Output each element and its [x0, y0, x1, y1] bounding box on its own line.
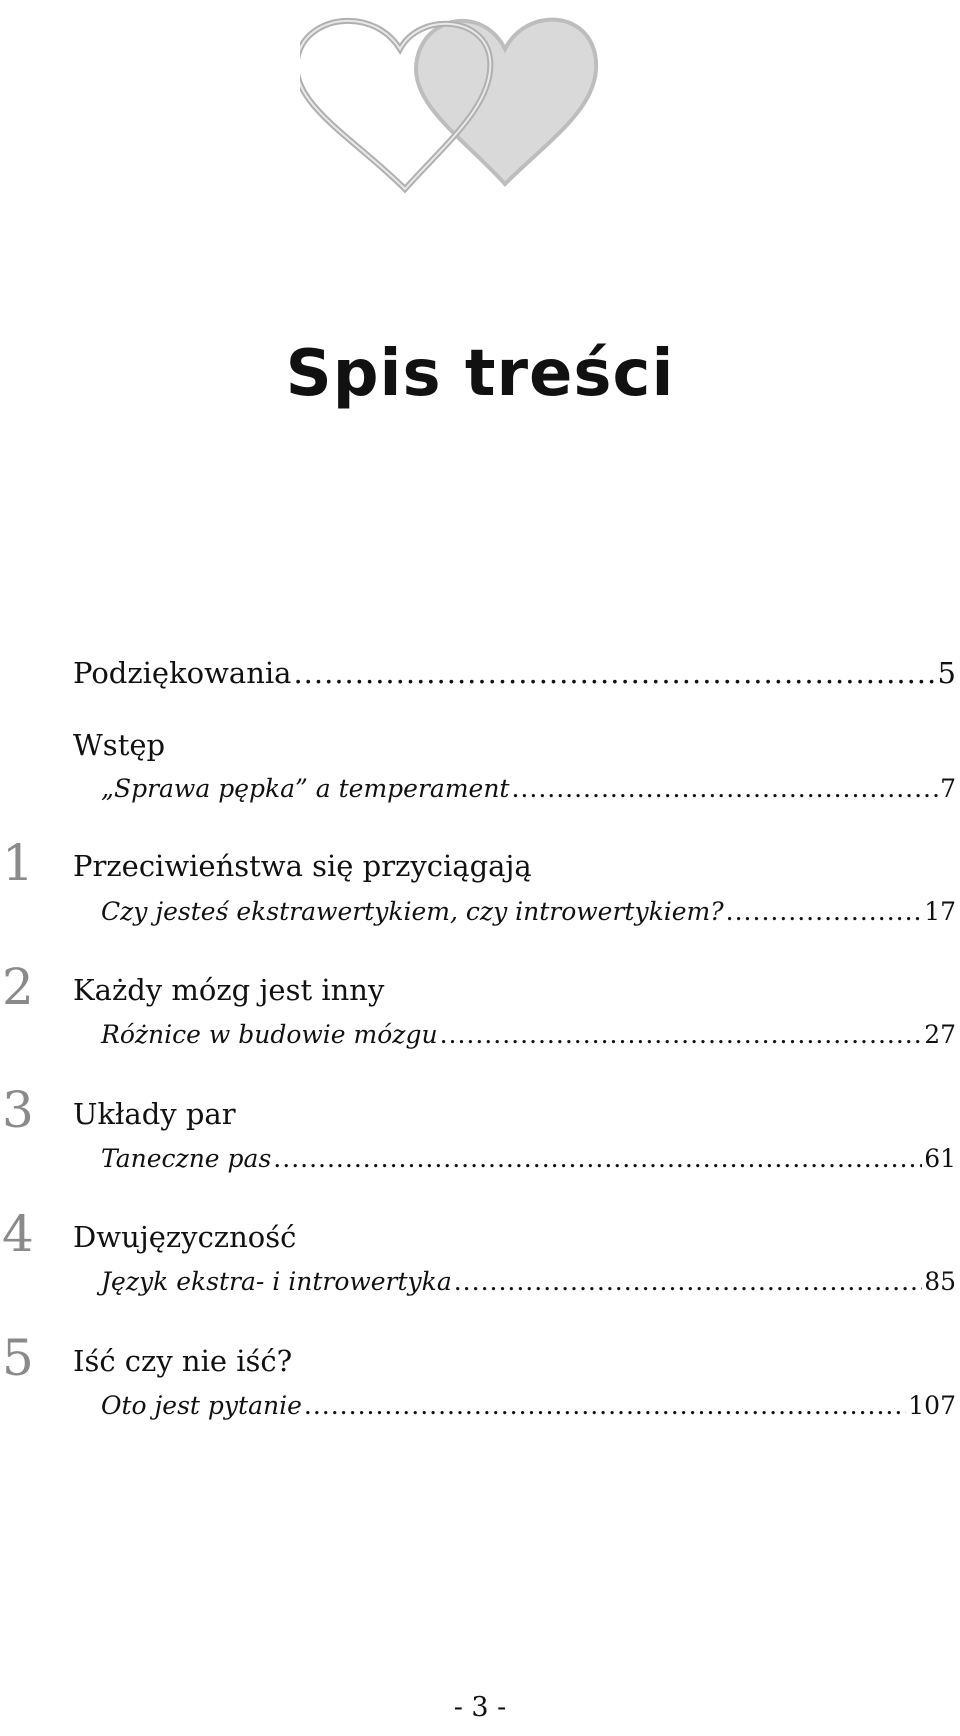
- toc-entry-page: 107: [908, 1391, 956, 1420]
- dot-leader: [273, 1142, 922, 1176]
- toc-entry-title: Podziękowania: [73, 656, 292, 690]
- toc-chapter-heading: Przeciwieństwa się przyciągają: [73, 849, 532, 883]
- chapter-number: 3: [2, 1081, 34, 1139]
- toc-chapter-heading: Iść czy nie iść?: [73, 1344, 293, 1378]
- toc-entry-introduction-heading: Wstęp: [73, 728, 166, 762]
- toc-entry-subtitle: Czy jesteś ekstrawertykiem, czy introwertykiem?: [101, 897, 724, 926]
- toc-chapter-1[interactable]: [101, 895, 956, 929]
- page-title: Spis treści: [285, 337, 675, 411]
- toc-chapter-heading: Każdy mózg jest inny: [73, 973, 385, 1007]
- chapter-number: 5: [2, 1329, 34, 1387]
- dot-leader: [304, 1389, 906, 1423]
- toc-entry-page: 5: [937, 656, 956, 690]
- toc-entry-subtitle: Różnice w budowie mózgu: [101, 1020, 438, 1049]
- toc-entry-page: 17: [924, 897, 956, 926]
- toc-entry-introduction[interactable]: [101, 772, 956, 806]
- toc-entry-subtitle: Język ekstra- i introwertyka: [101, 1267, 452, 1296]
- dot-leader: [440, 1018, 923, 1052]
- dot-leader: [454, 1265, 922, 1299]
- dot-leader: [511, 772, 938, 806]
- toc-entry-subtitle: Oto jest pytanie: [101, 1391, 302, 1420]
- toc-entry-page: 7: [940, 774, 956, 803]
- toc-entry-page: 85: [924, 1267, 956, 1296]
- toc-chapter-heading: Dwujęzyczność: [73, 1220, 297, 1254]
- toc-chapter-3[interactable]: [101, 1142, 956, 1176]
- toc-entry-subtitle: „Sprawa pępka” a temperament: [101, 774, 510, 803]
- page-number: - 3 -: [453, 1692, 507, 1723]
- toc-chapter-5[interactable]: [101, 1389, 956, 1423]
- dot-leader: [726, 895, 923, 929]
- toc-entry-page: 27: [924, 1020, 956, 1049]
- chapter-number: 1: [2, 834, 34, 892]
- toc-chapter-2[interactable]: [101, 1018, 956, 1052]
- toc-entry-acknowledgements[interactable]: [73, 655, 956, 691]
- toc-chapter-heading: Układy par: [73, 1097, 236, 1131]
- toc-entry-page: 61: [924, 1144, 956, 1173]
- dot-leader: [293, 655, 935, 691]
- toc-chapter-4[interactable]: [101, 1265, 956, 1299]
- chapter-number: 2: [2, 958, 34, 1016]
- chapter-number: 4: [2, 1205, 34, 1263]
- toc-entry-subtitle: Taneczne pas: [101, 1144, 272, 1173]
